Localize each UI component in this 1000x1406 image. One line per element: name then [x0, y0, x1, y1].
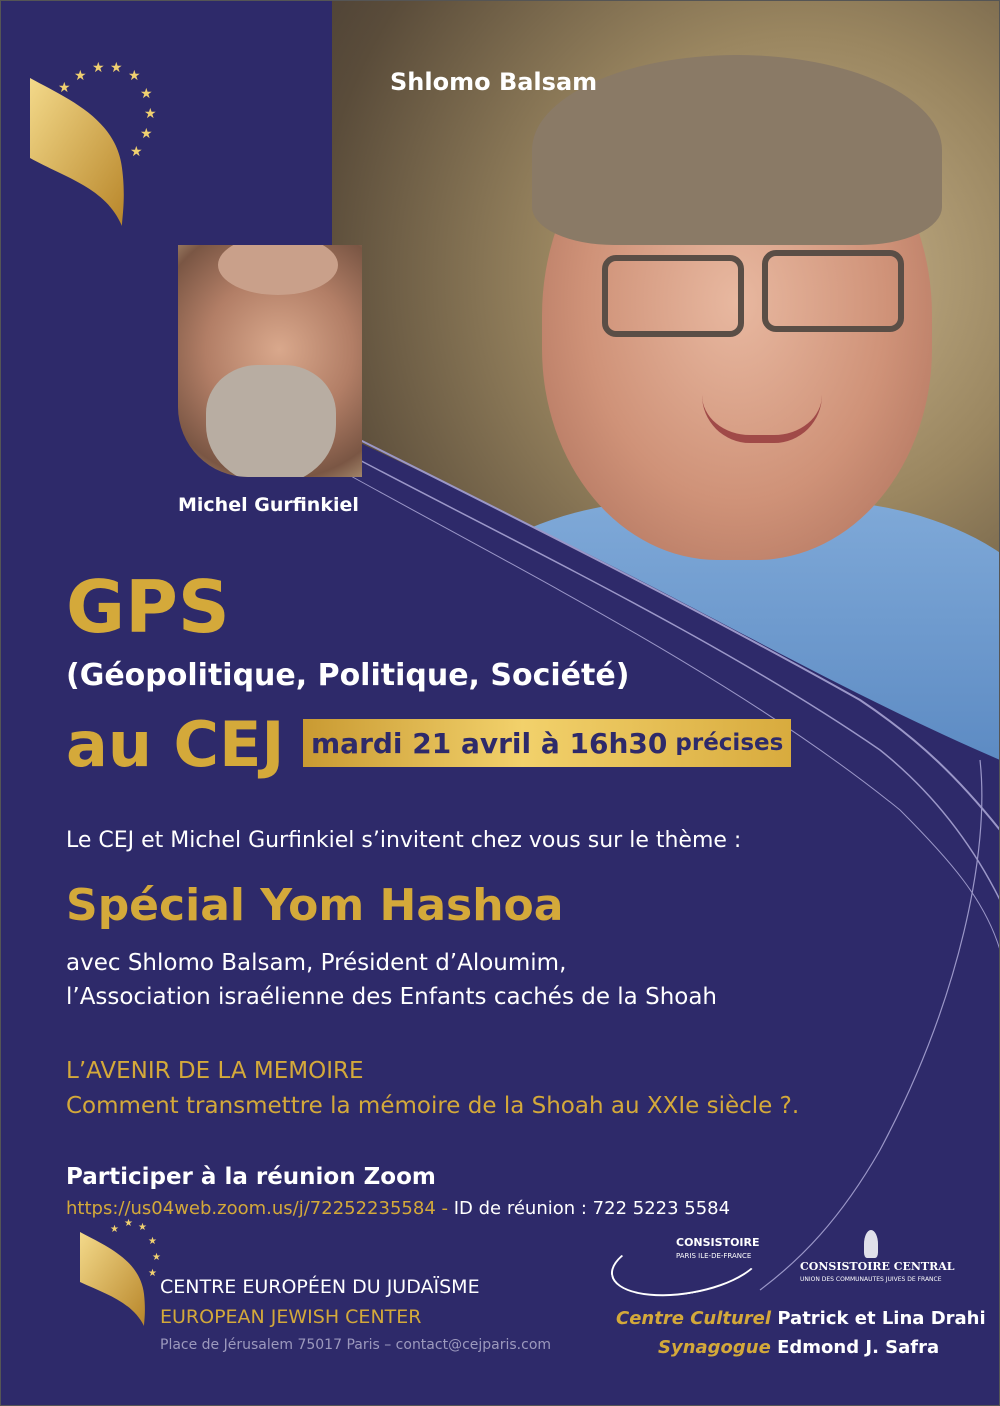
org-name-fr: CENTRE EUROPÉEN DU JUDAÏSME — [160, 1276, 480, 1298]
zoom-line — [66, 1198, 730, 1219]
svg-text:★: ★ — [138, 1222, 147, 1233]
org-address: Place de Jérusalem 75017 Paris – contact@cejparis.com — [160, 1337, 552, 1353]
svg-text:★: ★ — [152, 1252, 161, 1263]
culture-center-name: Patrick et Lina Drahi — [777, 1308, 986, 1329]
zoom-title: Participer à la réunion Zoom — [66, 1164, 436, 1190]
topic-question: Comment transmettre la mémoire de la Shoah au XXIe siècle ?. — [66, 1093, 800, 1119]
consistoire-paris-sub: PARIS ILE-DE-FRANCE — [676, 1252, 752, 1260]
synagogue-line — [658, 1337, 939, 1358]
svg-text:★: ★ — [124, 1218, 133, 1229]
host-photo-beard — [206, 365, 336, 477]
org-name-en: EUROPEAN JEWISH CENTER — [160, 1306, 422, 1328]
consistoire-paris-ring — [606, 1217, 769, 1307]
guest-line-2: l’Association israélienne des Enfants cachés de la Shoah — [66, 984, 718, 1010]
culture-center-label: Centre Culturel — [616, 1308, 772, 1329]
theme-title: Spécial Yom Hashoa — [66, 880, 564, 931]
svg-text:★: ★ — [74, 68, 87, 84]
svg-text:★: ★ — [110, 60, 123, 76]
consistoire-central-logo — [800, 1230, 970, 1300]
date-badge — [303, 719, 791, 767]
synagogue-name: Edmond J. Safra — [777, 1337, 940, 1358]
culture-center-line — [616, 1308, 986, 1329]
guest-line-1: avec Shlomo Balsam, Président d’Aloumim, — [66, 950, 567, 976]
intro-text: Le CEJ et Michel Gurfinkiel s’invitent chez vous sur le thème : — [66, 828, 742, 853]
svg-text:★: ★ — [148, 1236, 157, 1247]
svg-text:★: ★ — [92, 60, 105, 76]
svg-text:★: ★ — [110, 1224, 119, 1235]
zoom-link[interactable]: https://us04web.zoom.us/j/72252235584 — [66, 1198, 436, 1219]
date-tail: précises — [675, 730, 784, 756]
svg-text:★: ★ — [58, 80, 71, 96]
svg-text:★: ★ — [148, 1268, 157, 1279]
zoom-separator: - — [435, 1198, 454, 1219]
event-title: GPS — [66, 565, 230, 649]
svg-text:★: ★ — [140, 86, 153, 102]
cej-stars-flag-icon — [26, 58, 166, 228]
event-subtitle: (Géopolitique, Politique, Société) — [66, 658, 630, 693]
speaker-host-caption: Michel Gurfinkiel — [178, 494, 359, 516]
consistoire-central-sub: UNION DES COMMUNAUTES JUIVES DE FRANCE — [800, 1276, 942, 1283]
speaker-host-photo — [178, 245, 362, 477]
svg-text:★: ★ — [130, 144, 143, 160]
synagogue-label: Synagogue — [658, 1337, 771, 1358]
zoom-meeting-id: ID de réunion : 722 5223 5584 — [453, 1198, 731, 1219]
topic-title: L’AVENIR DE LA MEMOIRE — [66, 1058, 364, 1084]
consistoire-paris-title: CONSISTOIRE — [676, 1236, 760, 1249]
svg-text:★: ★ — [140, 126, 153, 142]
consistoire-paris-logo — [610, 1230, 780, 1294]
consistoire-central-title: CONSISTOIRE CENTRAL — [800, 1260, 955, 1273]
speaker-main-caption: Shlomo Balsam — [390, 68, 598, 96]
svg-text:★: ★ — [144, 106, 157, 122]
event-venue: au CEJ — [66, 708, 285, 781]
svg-text:★: ★ — [128, 68, 141, 84]
consistoire-central-flame-icon — [864, 1230, 878, 1258]
host-photo-kippa — [218, 245, 338, 295]
date-main: mardi 21 avril à 16h30 — [311, 726, 668, 760]
